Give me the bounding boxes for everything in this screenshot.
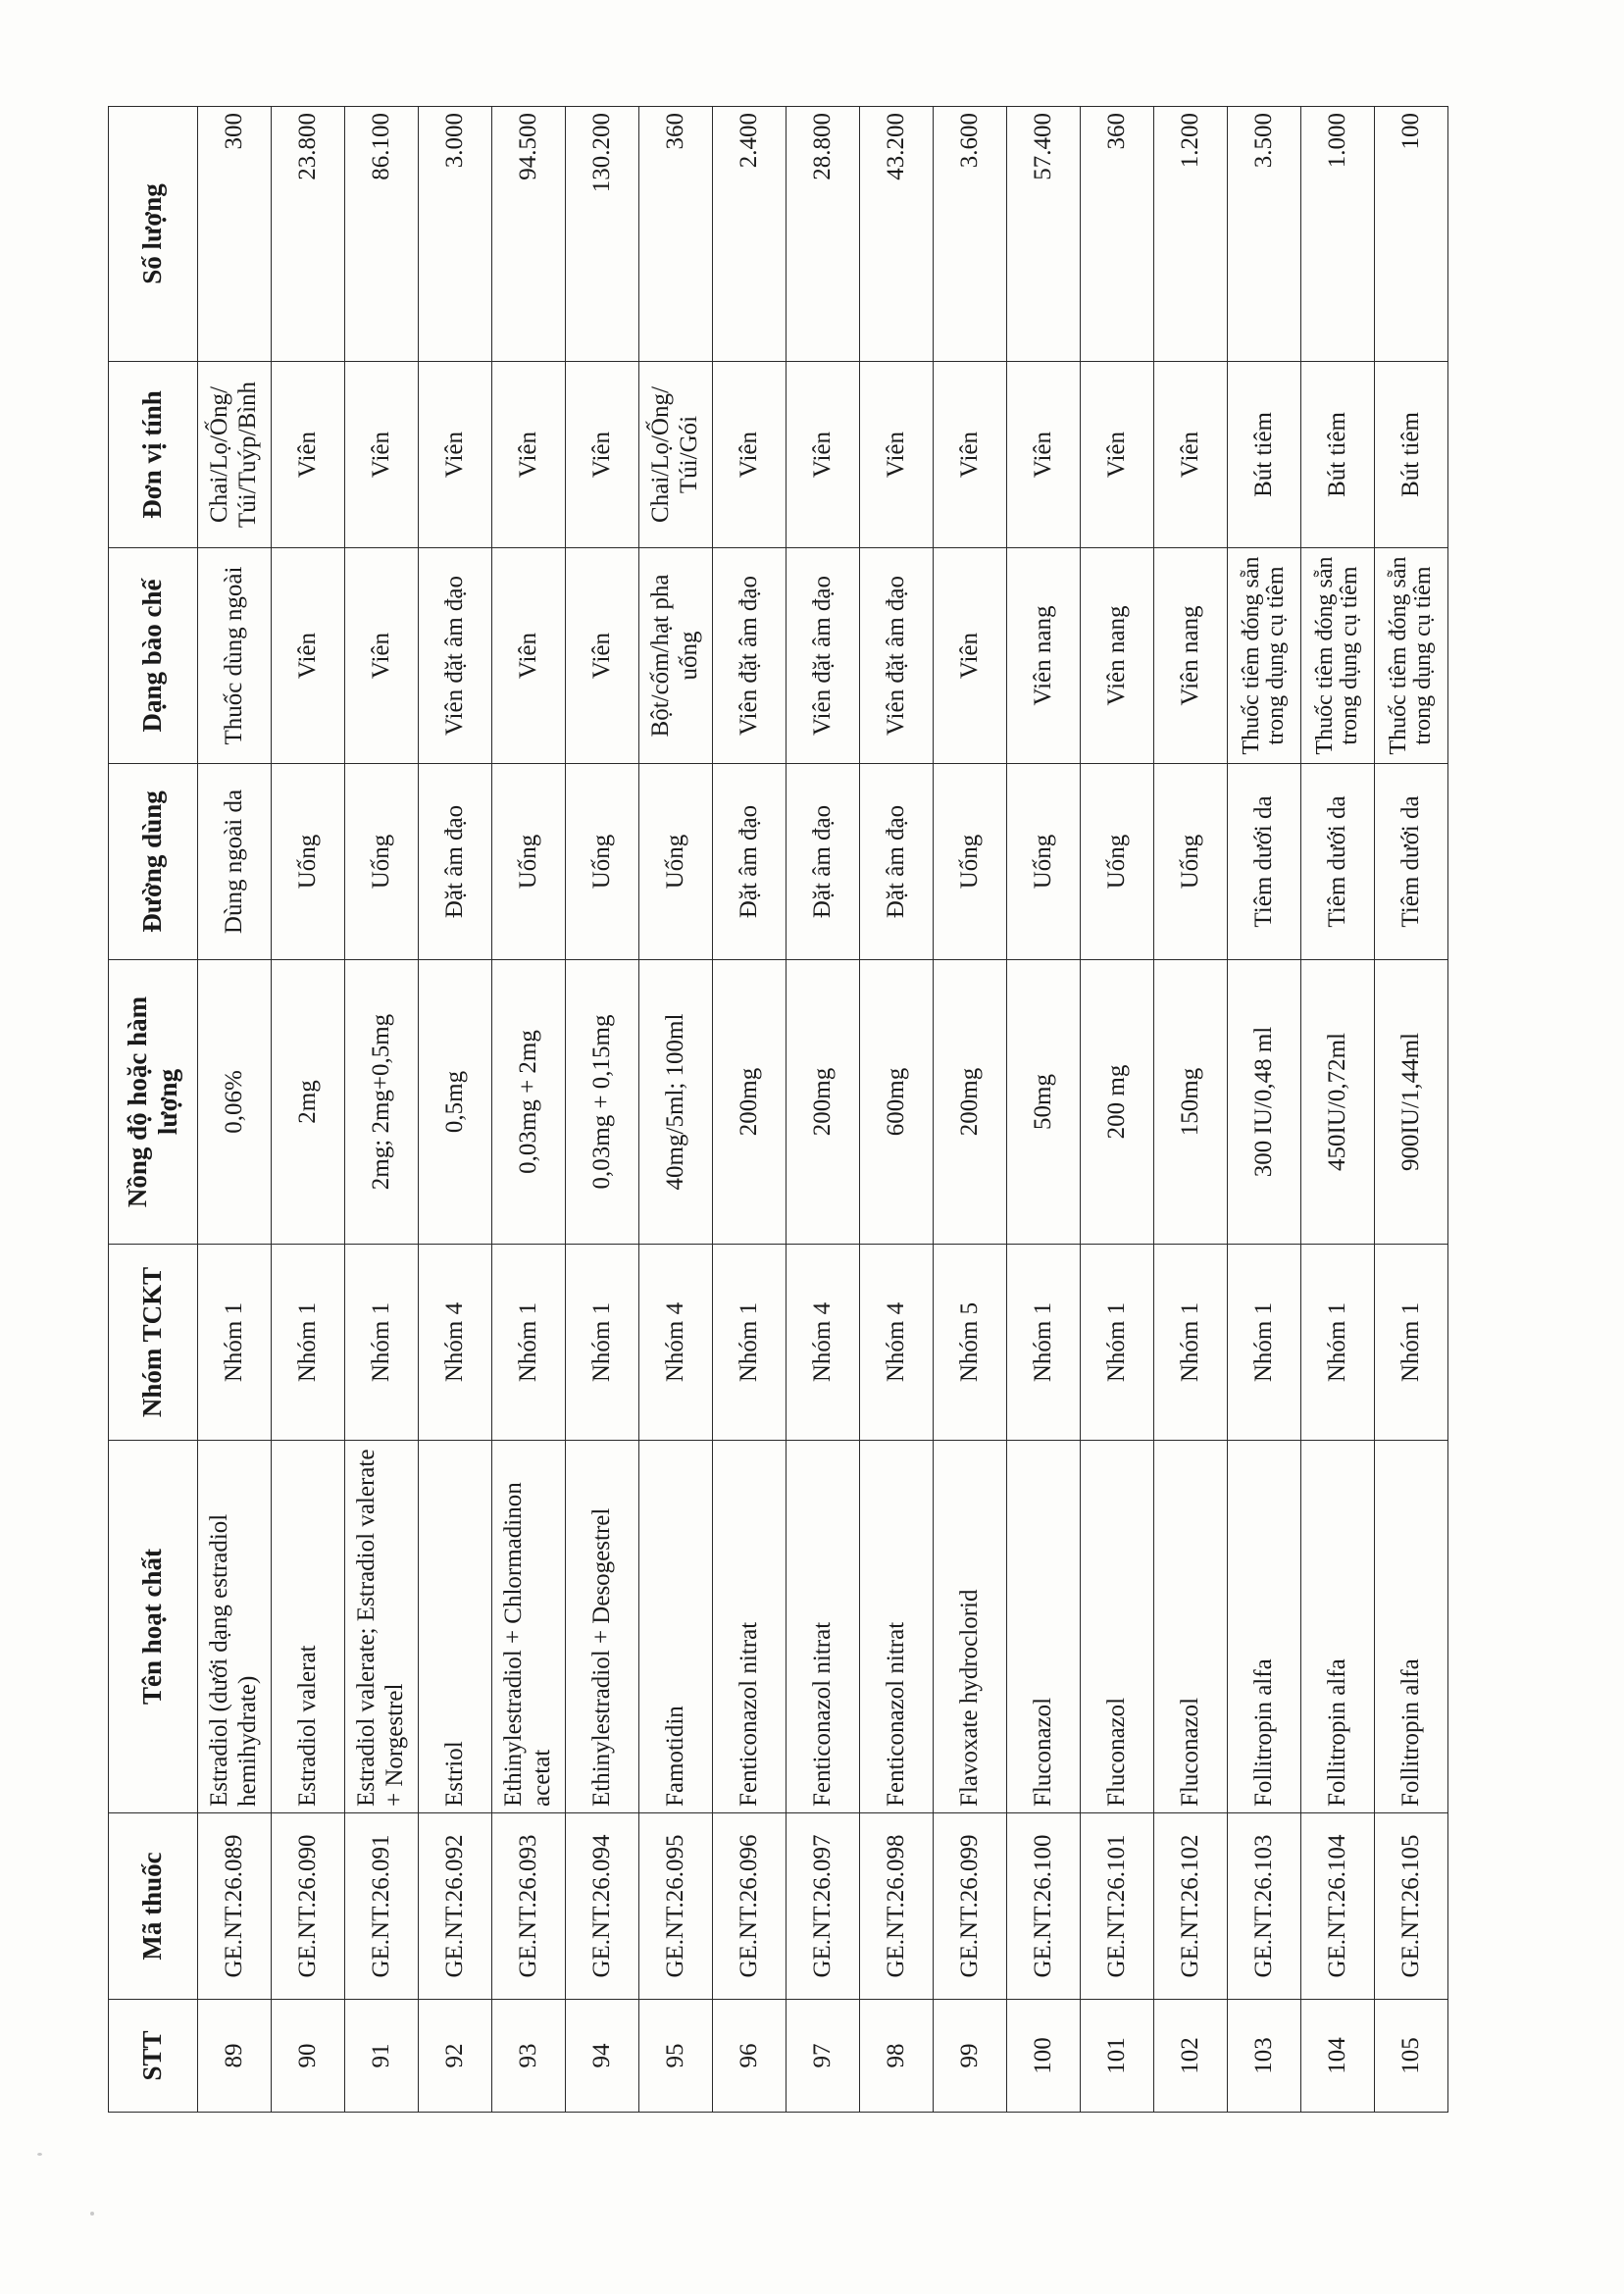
cell-so-luong: 43.200 [860,107,934,362]
cell-dang-bao-che: Viên [345,548,419,764]
table-row [1007,107,1081,2113]
cell-don-vi-tinh: Viên [934,362,1007,548]
col-header-ten-hoat-chat: Tên hoạt chất [109,1441,198,1813]
col-header-duong-dung: Đường dùng [109,764,198,960]
cell-nong-do: 50mg [1007,960,1081,1245]
cell-ma-thuoc: GE.NT.26.092 [419,1813,492,2000]
cell-ten-hoat-chat: Estriol [419,1441,492,1813]
cell-stt: 100 [1007,2000,1081,2113]
table-row [1228,107,1301,2113]
cell-ten-hoat-chat: Fluconazol [1154,1441,1228,1813]
cell-don-vi-tinh: Viên [419,362,492,548]
drug-list-table [108,106,1448,2113]
table-row [860,107,934,2113]
cell-duong-dung: Đặt âm đạo [787,764,860,960]
cell-nhom-tckt: Nhóm 4 [639,1245,713,1441]
cell-duong-dung: Đặt âm đạo [713,764,787,960]
col-header-dang-bao-che: Dạng bào chế [109,548,198,764]
cell-so-luong: 3.500 [1228,107,1301,362]
cell-nong-do: 40mg/5ml; 100ml [639,960,713,1245]
cell-stt: 97 [787,2000,860,2113]
cell-ten-hoat-chat: Famotidin [639,1441,713,1813]
cell-ten-hoat-chat: Estradiol valerate; Estradiol valerate + Norgestrel [345,1441,419,1813]
cell-ma-thuoc: GE.NT.26.095 [639,1813,713,2000]
cell-dang-bao-che: Viên [272,548,345,764]
cell-ma-thuoc: GE.NT.26.105 [1375,1813,1448,2000]
cell-ten-hoat-chat: Fluconazol [1007,1441,1081,1813]
cell-ten-hoat-chat: Fenticonazol nitrat [860,1441,934,1813]
cell-nong-do: 200mg [934,960,1007,1245]
cell-ma-thuoc: GE.NT.26.102 [1154,1813,1228,2000]
cell-so-luong: 1.000 [1301,107,1375,362]
cell-duong-dung: Uống [492,764,566,960]
cell-duong-dung: Tiêm dưới da [1228,764,1301,960]
cell-so-luong: 94.500 [492,107,566,362]
cell-ten-hoat-chat: Follitropin alfa [1375,1441,1448,1813]
cell-dang-bao-che: Thuốc tiêm đóng sẵn trong dụng cụ tiêm [1301,548,1375,764]
table-row [272,107,345,2113]
cell-duong-dung: Uống [272,764,345,960]
cell-stt: 101 [1081,2000,1154,2113]
cell-nhom-tckt: Nhóm 1 [566,1245,639,1441]
cell-stt: 92 [419,2000,492,2113]
cell-duong-dung: Đặt âm đạo [419,764,492,960]
cell-dang-bao-che: Viên [566,548,639,764]
cell-don-vi-tinh: Viên [566,362,639,548]
cell-stt: 94 [566,2000,639,2113]
table-header-row [109,107,198,2113]
cell-ma-thuoc: GE.NT.26.098 [860,1813,934,2000]
cell-nhom-tckt: Nhóm 1 [1375,1245,1448,1441]
cell-duong-dung: Uống [566,764,639,960]
cell-don-vi-tinh: Viên [1154,362,1228,548]
cell-nong-do: 200 mg [1081,960,1154,1245]
cell-don-vi-tinh: Viên [860,362,934,548]
cell-so-luong: 23.800 [272,107,345,362]
cell-duong-dung: Dùng ngoài da [198,764,272,960]
cell-don-vi-tinh: Viên [492,362,566,548]
cell-don-vi-tinh: Viên [713,362,787,548]
cell-ten-hoat-chat: Follitropin alfa [1228,1441,1301,1813]
cell-ten-hoat-chat: Ethinylestradiol + Desogestrel [566,1441,639,1813]
cell-don-vi-tinh: Viên [1007,362,1081,548]
cell-so-luong: 360 [1081,107,1154,362]
cell-nhom-tckt: Nhóm 1 [1154,1245,1228,1441]
cell-ten-hoat-chat: Fenticonazol nitrat [713,1441,787,1813]
cell-dang-bao-che: Viên nang [1154,548,1228,764]
cell-stt: 105 [1375,2000,1448,2113]
cell-don-vi-tinh: Bút tiêm [1301,362,1375,548]
cell-dang-bao-che: Bột/cốm/hạt pha uống [639,548,713,764]
cell-nong-do: 200mg [787,960,860,1245]
cell-so-luong: 360 [639,107,713,362]
table-row [345,107,419,2113]
cell-stt: 102 [1154,2000,1228,2113]
cell-nhom-tckt: Nhóm 1 [713,1245,787,1441]
cell-nhom-tckt: Nhóm 4 [787,1245,860,1441]
table-row [566,107,639,2113]
cell-ten-hoat-chat: Flavoxate hydroclorid [934,1441,1007,1813]
cell-dang-bao-che: Viên đặt âm đạo [860,548,934,764]
cell-ma-thuoc: GE.NT.26.100 [1007,1813,1081,2000]
cell-dang-bao-che: Thuốc tiêm đóng sẵn trong dụng cụ tiêm [1228,548,1301,764]
table-row [1154,107,1228,2113]
cell-stt: 99 [934,2000,1007,2113]
cell-nong-do: 0,06% [198,960,272,1245]
cell-don-vi-tinh: Viên [272,362,345,548]
col-header-don-vi-tinh: Đơn vị tính [109,362,198,548]
cell-nhom-tckt: Nhóm 5 [934,1245,1007,1441]
cell-nong-do: 900IU/1,44ml [1375,960,1448,1245]
cell-dang-bao-che: Viên nang [1007,548,1081,764]
table-row [713,107,787,2113]
cell-nhom-tckt: Nhóm 1 [1228,1245,1301,1441]
cell-stt: 103 [1228,2000,1301,2113]
cell-nhom-tckt: Nhóm 1 [1081,1245,1154,1441]
cell-dang-bao-che: Viên đặt âm đạo [419,548,492,764]
cell-stt: 91 [345,2000,419,2113]
cell-ten-hoat-chat: Ethinylestradiol + Chlormadinon acetat [492,1441,566,1813]
cell-so-luong: 3.600 [934,107,1007,362]
cell-nong-do: 2mg; 2mg+0,5mg [345,960,419,1245]
cell-ma-thuoc: GE.NT.26.096 [713,1813,787,2000]
cell-duong-dung: Uống [345,764,419,960]
cell-nong-do: 150mg [1154,960,1228,1245]
cell-don-vi-tinh: Chai/Lọ/Ống/ Túi/Tuýp/Bình [198,362,272,548]
cell-stt: 95 [639,2000,713,2113]
cell-nhom-tckt: Nhóm 1 [198,1245,272,1441]
cell-ten-hoat-chat: Estradiol (dưới dạng estradiol hemihydrate) [198,1441,272,1813]
cell-dang-bao-che: Viên [492,548,566,764]
col-header-nong-do: Nồng độ hoặc hàm lượng [109,960,198,1245]
cell-ten-hoat-chat: Fluconazol [1081,1441,1154,1813]
cell-nhom-tckt: Nhóm 1 [272,1245,345,1441]
table-row [419,107,492,2113]
cell-duong-dung: Tiêm dưới da [1301,764,1375,960]
cell-stt: 93 [492,2000,566,2113]
table-row [639,107,713,2113]
cell-duong-dung: Tiêm dưới da [1375,764,1448,960]
col-header-so-luong: Số lượng [109,107,198,362]
cell-nhom-tckt: Nhóm 1 [492,1245,566,1441]
table-row [492,107,566,2113]
table-row [934,107,1007,2113]
cell-ten-hoat-chat: Estradiol valerat [272,1441,345,1813]
cell-ma-thuoc: GE.NT.26.101 [1081,1813,1154,2000]
cell-ma-thuoc: GE.NT.26.093 [492,1813,566,2000]
cell-ma-thuoc: GE.NT.26.094 [566,1813,639,2000]
cell-so-luong: 28.800 [787,107,860,362]
cell-stt: 96 [713,2000,787,2113]
cell-ma-thuoc: GE.NT.26.089 [198,1813,272,2000]
col-header-ma-thuoc: Mã thuốc [109,1813,198,2000]
cell-ma-thuoc: GE.NT.26.099 [934,1813,1007,2000]
cell-ma-thuoc: GE.NT.26.091 [345,1813,419,2000]
cell-nong-do: 0,5mg [419,960,492,1245]
cell-ma-thuoc: GE.NT.26.103 [1228,1813,1301,2000]
cell-nong-do: 0,03mg + 2mg [492,960,566,1245]
cell-nhom-tckt: Nhóm 1 [1301,1245,1375,1441]
cell-so-luong: 86.100 [345,107,419,362]
cell-dang-bao-che: Viên nang [1081,548,1154,764]
cell-dang-bao-che: Thuốc dùng ngoài [198,548,272,764]
table-row [1081,107,1154,2113]
col-header-nhom-tckt: Nhóm TCKT [109,1245,198,1441]
cell-duong-dung: Uống [1154,764,1228,960]
cell-dang-bao-che: Thuốc tiêm đóng sẵn trong dụng cụ tiêm [1375,548,1448,764]
cell-stt: 104 [1301,2000,1375,2113]
cell-ten-hoat-chat: Fenticonazol nitrat [787,1441,860,1813]
cell-so-luong: 1.200 [1154,107,1228,362]
cell-don-vi-tinh: Viên [787,362,860,548]
cell-nong-do: 450IU/0,72ml [1301,960,1375,1245]
table-row [1375,107,1448,2113]
cell-duong-dung: Đặt âm đạo [860,764,934,960]
cell-don-vi-tinh: Viên [345,362,419,548]
cell-ten-hoat-chat: Follitropin alfa [1301,1441,1375,1813]
cell-nhom-tckt: Nhóm 1 [1007,1245,1081,1441]
cell-so-luong: 2.400 [713,107,787,362]
cell-dang-bao-che: Viên [934,548,1007,764]
cell-ma-thuoc: GE.NT.26.090 [272,1813,345,2000]
cell-so-luong: 100 [1375,107,1448,362]
cell-don-vi-tinh: Viên [1081,362,1154,548]
cell-nhom-tckt: Nhóm 4 [860,1245,934,1441]
cell-duong-dung: Uống [1007,764,1081,960]
cell-nong-do: 200mg [713,960,787,1245]
cell-dang-bao-che: Viên đặt âm đạo [713,548,787,764]
cell-so-luong: 300 [198,107,272,362]
table-body [198,107,1448,2113]
cell-nong-do: 0,03mg + 0,15mg [566,960,639,1245]
table-row [1301,107,1375,2113]
col-header-stt: STT [109,2000,198,2113]
table-row [787,107,860,2113]
cell-ma-thuoc: GE.NT.26.097 [787,1813,860,2000]
cell-don-vi-tinh: Chai/Lọ/Ống/ Túi/Gói [639,362,713,548]
cell-dang-bao-che: Viên đặt âm đạo [787,548,860,764]
cell-so-luong: 57.400 [1007,107,1081,362]
cell-stt: 98 [860,2000,934,2113]
cell-duong-dung: Uống [1081,764,1154,960]
cell-duong-dung: Uống [639,764,713,960]
cell-stt: 90 [272,2000,345,2113]
cell-stt: 89 [198,2000,272,2113]
cell-nong-do: 2mg [272,960,345,1245]
cell-nong-do: 300 IU/0,48 ml [1228,960,1301,1245]
cell-so-luong: 3.000 [419,107,492,362]
cell-duong-dung: Uống [934,764,1007,960]
cell-nhom-tckt: Nhóm 4 [419,1245,492,1441]
cell-so-luong: 130.200 [566,107,639,362]
cell-nhom-tckt: Nhóm 1 [345,1245,419,1441]
cell-don-vi-tinh: Bút tiêm [1375,362,1448,548]
cell-ma-thuoc: GE.NT.26.104 [1301,1813,1375,2000]
table-row [198,107,272,2113]
cell-don-vi-tinh: Bút tiêm [1228,362,1301,548]
cell-nong-do: 600mg [860,960,934,1245]
